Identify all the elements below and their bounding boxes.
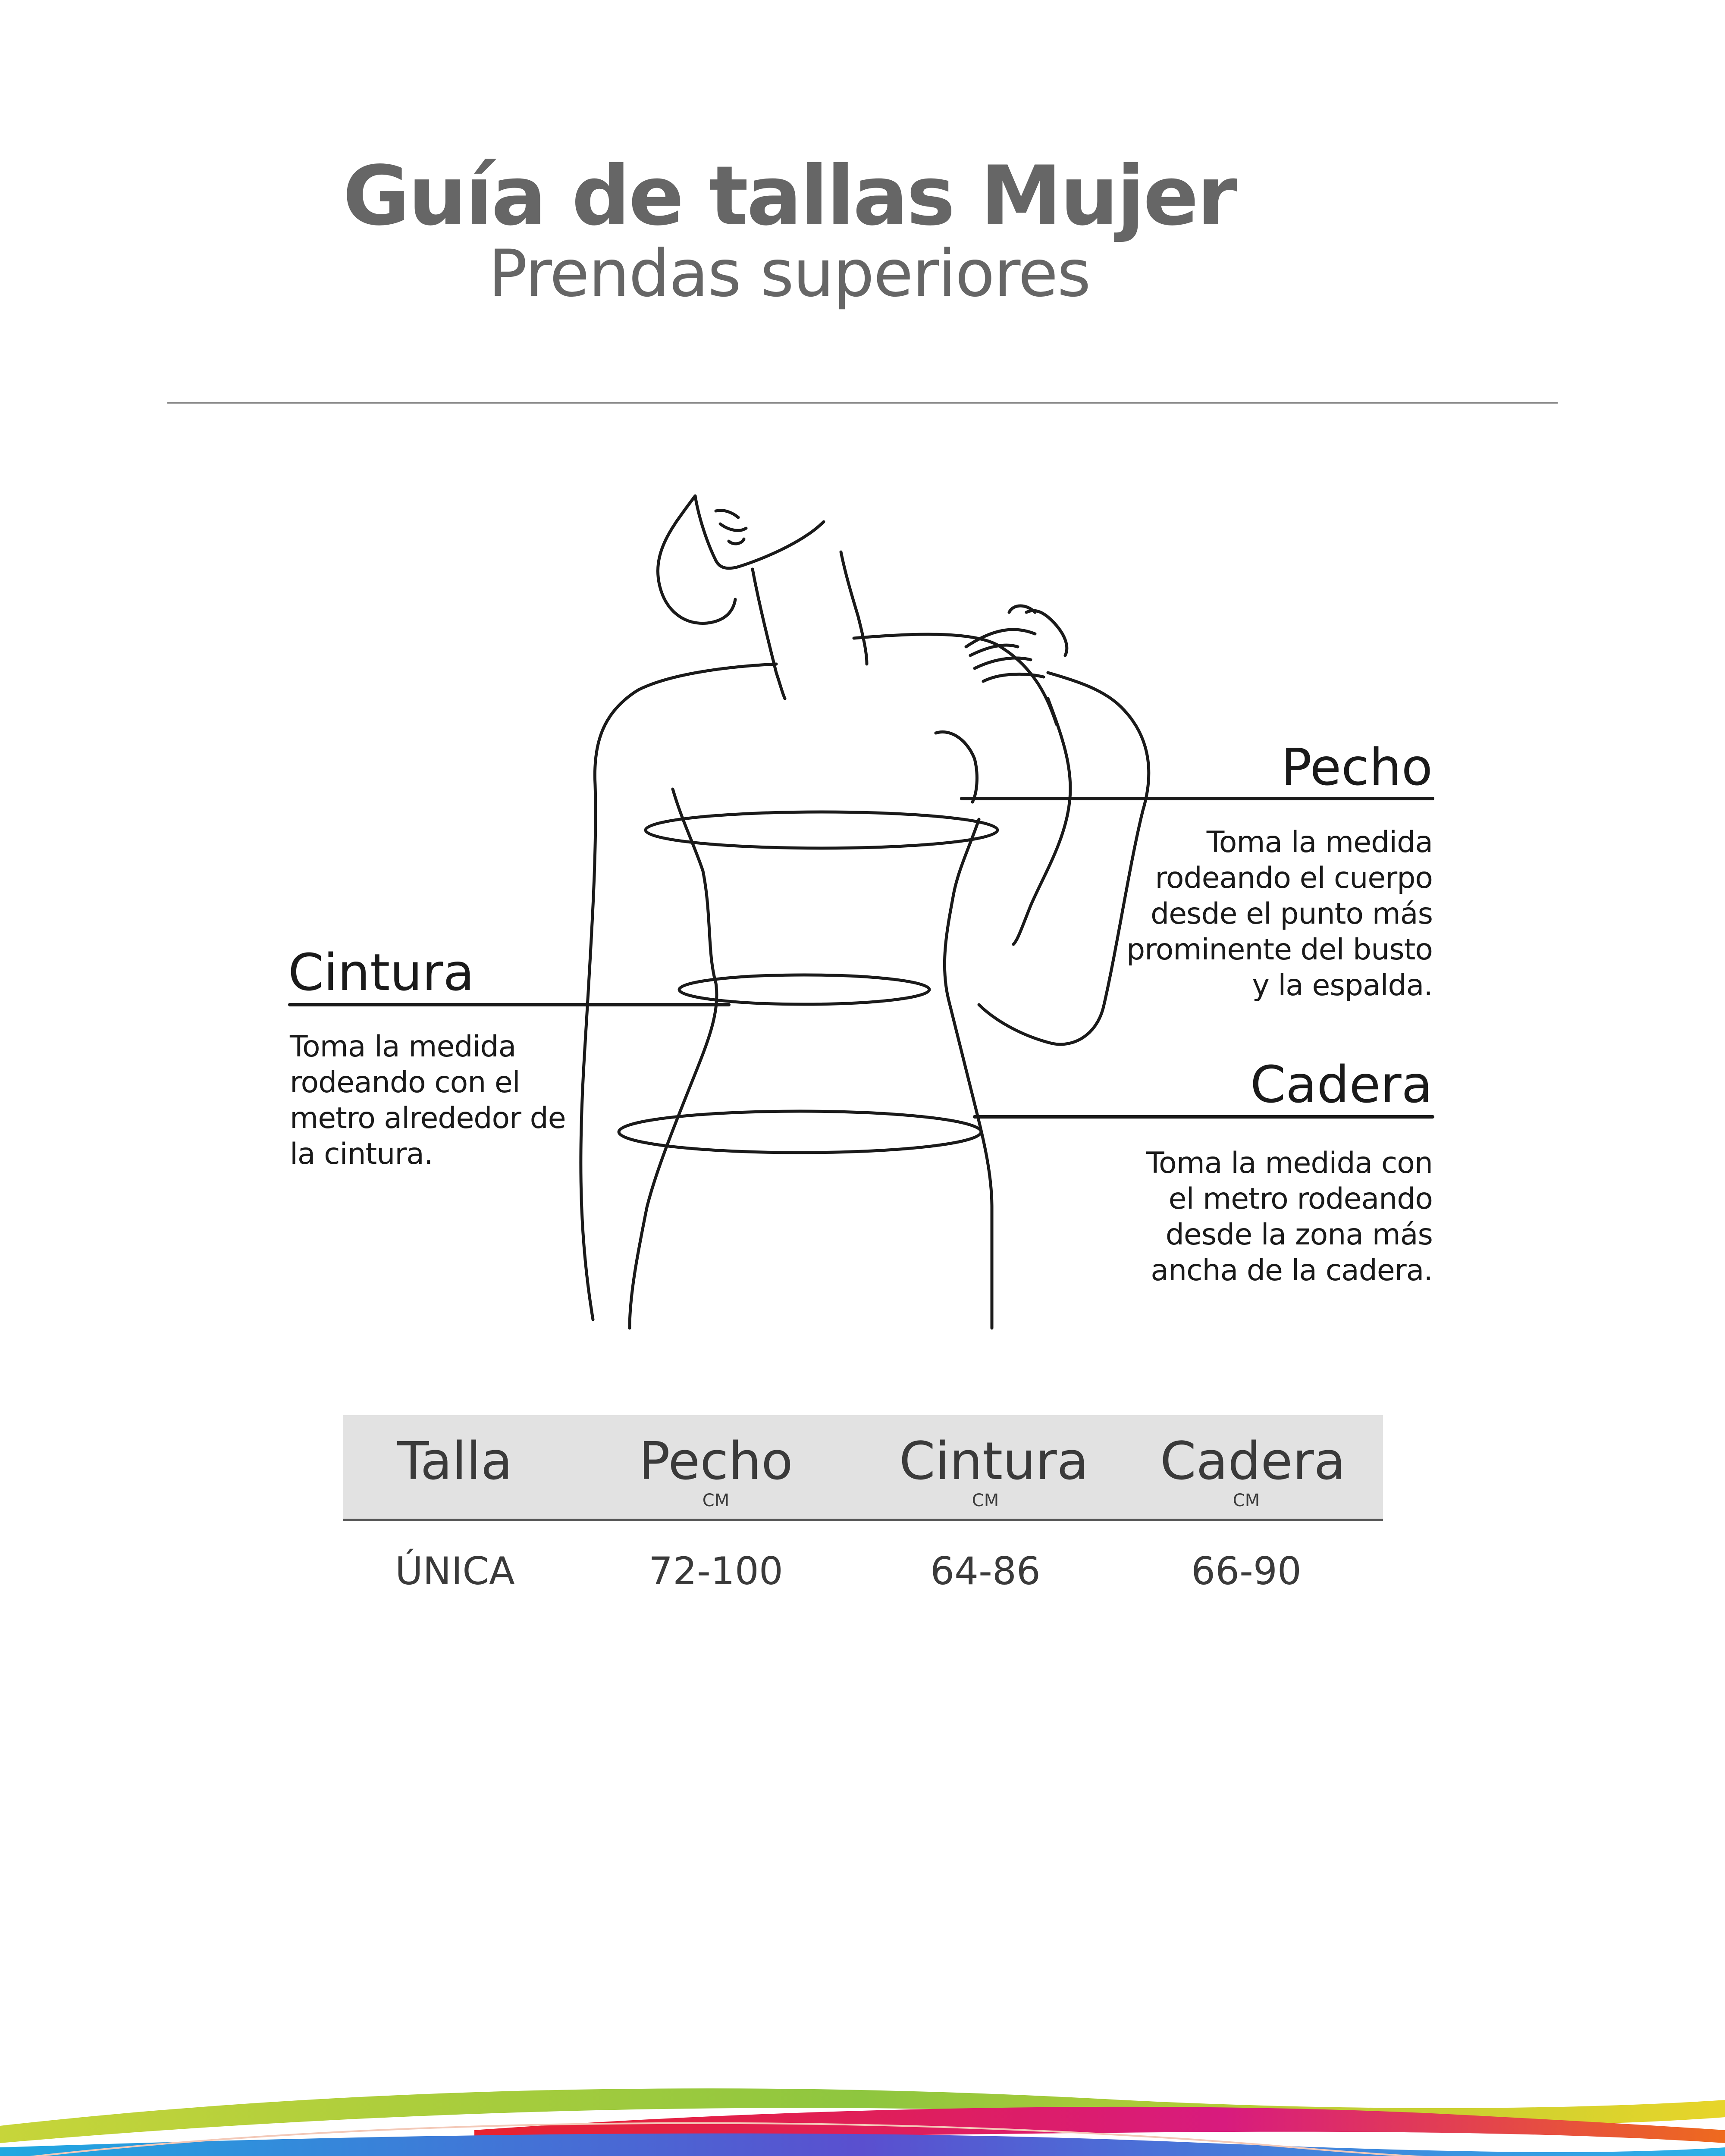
pecho-desc-line: Toma la medida [1206, 825, 1433, 859]
header-cintura-unit: CM [972, 1491, 999, 1510]
cadera-desc-line: ancha de la cadera. [1151, 1253, 1433, 1288]
header-cadera: Cadera [1160, 1432, 1346, 1492]
cell-pecho: 72-100 [649, 1549, 783, 1593]
neck-right [841, 552, 867, 664]
cintura-desc-line: la cintura. [290, 1137, 433, 1171]
page-subtitle: Prendas superiores [488, 236, 1090, 311]
pecho-description [1070, 824, 1433, 1003]
cadera-desc-line: desde la zona más [1165, 1218, 1433, 1252]
cintura-description [290, 1029, 592, 1172]
face-outline [695, 496, 824, 568]
torso-left [630, 789, 717, 1328]
cell-cadera: 66-90 [1191, 1549, 1302, 1593]
header-pecho-unit: CM [702, 1491, 730, 1510]
neck-left [753, 569, 785, 699]
header-cadera-unit: CM [1233, 1491, 1260, 1510]
size-table-divider [343, 1519, 1383, 1521]
pecho-label: Pecho [1281, 737, 1433, 797]
right-arm-inner [1013, 699, 1070, 944]
breast-contour [936, 732, 977, 802]
face-features [716, 511, 746, 544]
pecho-desc-line: y la espalda. [1252, 968, 1433, 1003]
pecho-desc-line: desde el punto más [1151, 897, 1433, 931]
torso-right [944, 819, 992, 1328]
cell-talla: ÚNICA [395, 1549, 515, 1593]
cadera-desc-line: el metro rodeando [1168, 1182, 1433, 1216]
cintura-label: Cintura [288, 943, 474, 1002]
cadera-desc-line: Toma la medida con [1146, 1146, 1433, 1180]
header-talla: Talla [397, 1432, 513, 1492]
hair-outline [658, 496, 735, 624]
pecho-desc-line: prominente del busto [1126, 933, 1433, 967]
page-title: Guía de tallas Mujer [342, 148, 1236, 244]
pecho-desc-line: rodeando el cuerpo [1155, 861, 1433, 895]
cintura-desc-line: metro alrededor de [290, 1101, 566, 1135]
header-cintura: Cintura [899, 1432, 1089, 1492]
cell-cintura: 64-86 [930, 1549, 1041, 1593]
cintura-desc-line: rodeando con el [290, 1065, 520, 1100]
header-pecho: Pecho [639, 1432, 793, 1492]
chest-ring [646, 812, 997, 848]
cadera-description [1070, 1145, 1433, 1288]
cadera-label: Cadera [1250, 1055, 1433, 1114]
hand [966, 606, 1067, 681]
rainbow-swoosh-footer [0, 2061, 1725, 2156]
left-shoulder-arm [581, 664, 776, 1319]
right-shoulder [854, 634, 1057, 724]
cintura-desc-line: Toma la medida [290, 1030, 516, 1064]
